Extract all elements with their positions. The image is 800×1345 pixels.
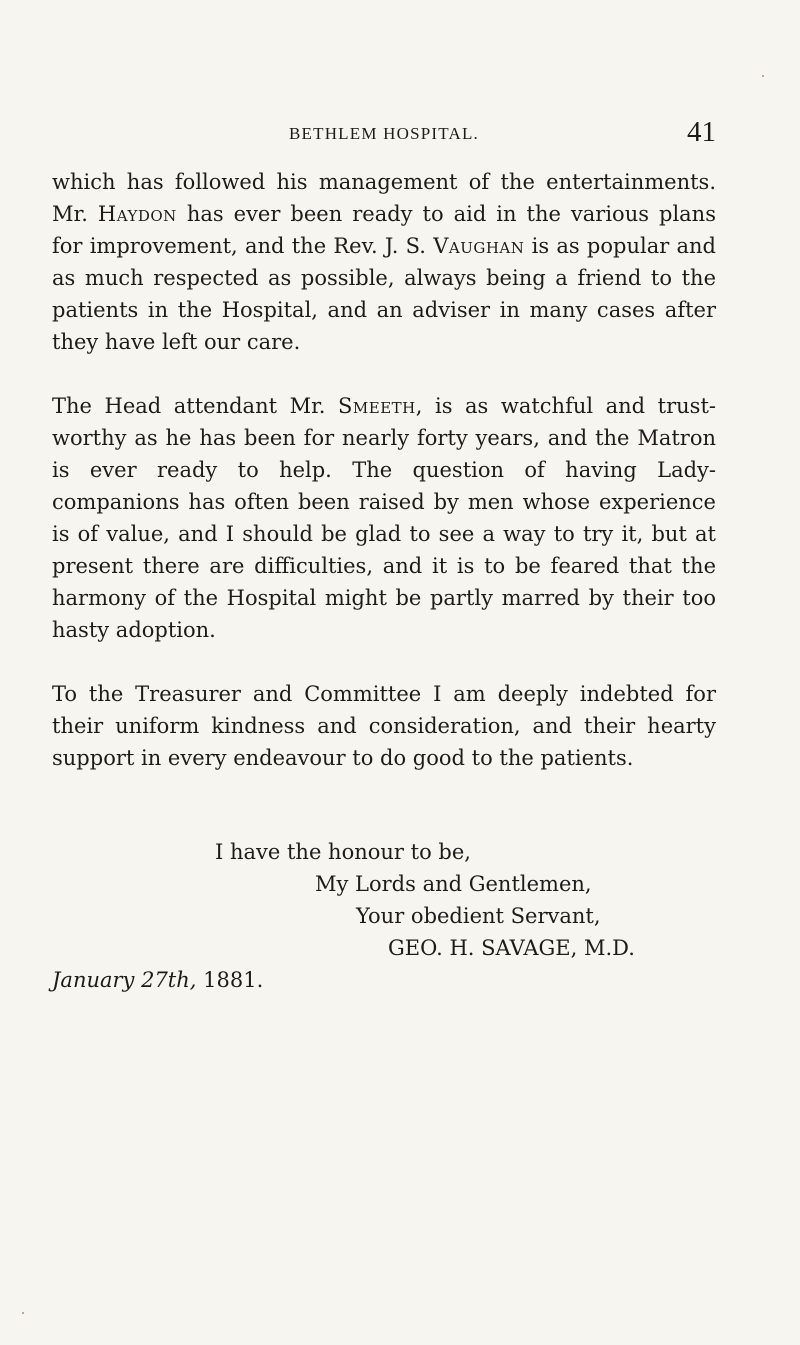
running-head: BETHLEM HOSPITAL. — [289, 124, 479, 143]
closing-line-2: My Lords and Gentlemen, — [315, 872, 592, 896]
paper-speck — [762, 75, 764, 77]
closing-line-1: I have the honour to be, — [215, 840, 471, 864]
paragraph-text: The Head attendant Mr. — [52, 394, 339, 418]
name-haydon: Haydon — [97, 202, 177, 226]
name-vaughan: Vaughan — [433, 234, 525, 258]
letter-closing — [52, 836, 716, 996]
paragraph-text: is as popular and as much respected as possible, always being a friend to the patients in the Hospital, and an adviser in many cases after they have left our care. — [52, 234, 716, 354]
page-number: 41 — [687, 116, 716, 148]
name-smeeth: Smeeth — [338, 394, 416, 418]
paragraph-2 — [52, 390, 716, 646]
paragraph-text: which has followed his management of the entertainments. Mr. — [52, 170, 716, 226]
date-year: 1881. — [196, 968, 264, 992]
paragraph-text: , is as watchful and trust-worthy as he has been for nearly forty years, and the Matron is ever ready to help. The question of having Lady-companions has often been raised by men whose experience is of value, and I should be glad to see a way to try it, but at present there are difficulties, and it is to be feared that the harmony of the Hospital might be partly marred by their too hasty adoption. — [52, 394, 716, 642]
paragraph-1 — [52, 166, 716, 358]
paragraph-text: has ever been ready to aid in the various plans for improvement, and the Rev. J. S. — [52, 202, 716, 258]
page-header — [52, 116, 716, 160]
closing-line-3: Your obedient Servant, — [356, 904, 601, 928]
paragraph-text: To the Treasurer and Committee I am deeply indebted for their uniform kindness and consideration, and their hearty support in every endeavour to do good to the patients. — [52, 682, 716, 770]
body-text — [52, 166, 716, 806]
signature: GEO. H. SAVAGE, M.D. — [388, 936, 635, 960]
date-month-day: January 27th, — [52, 968, 197, 992]
paper-speck — [22, 1312, 24, 1314]
paragraph-3 — [52, 678, 716, 774]
date-line — [52, 964, 716, 996]
